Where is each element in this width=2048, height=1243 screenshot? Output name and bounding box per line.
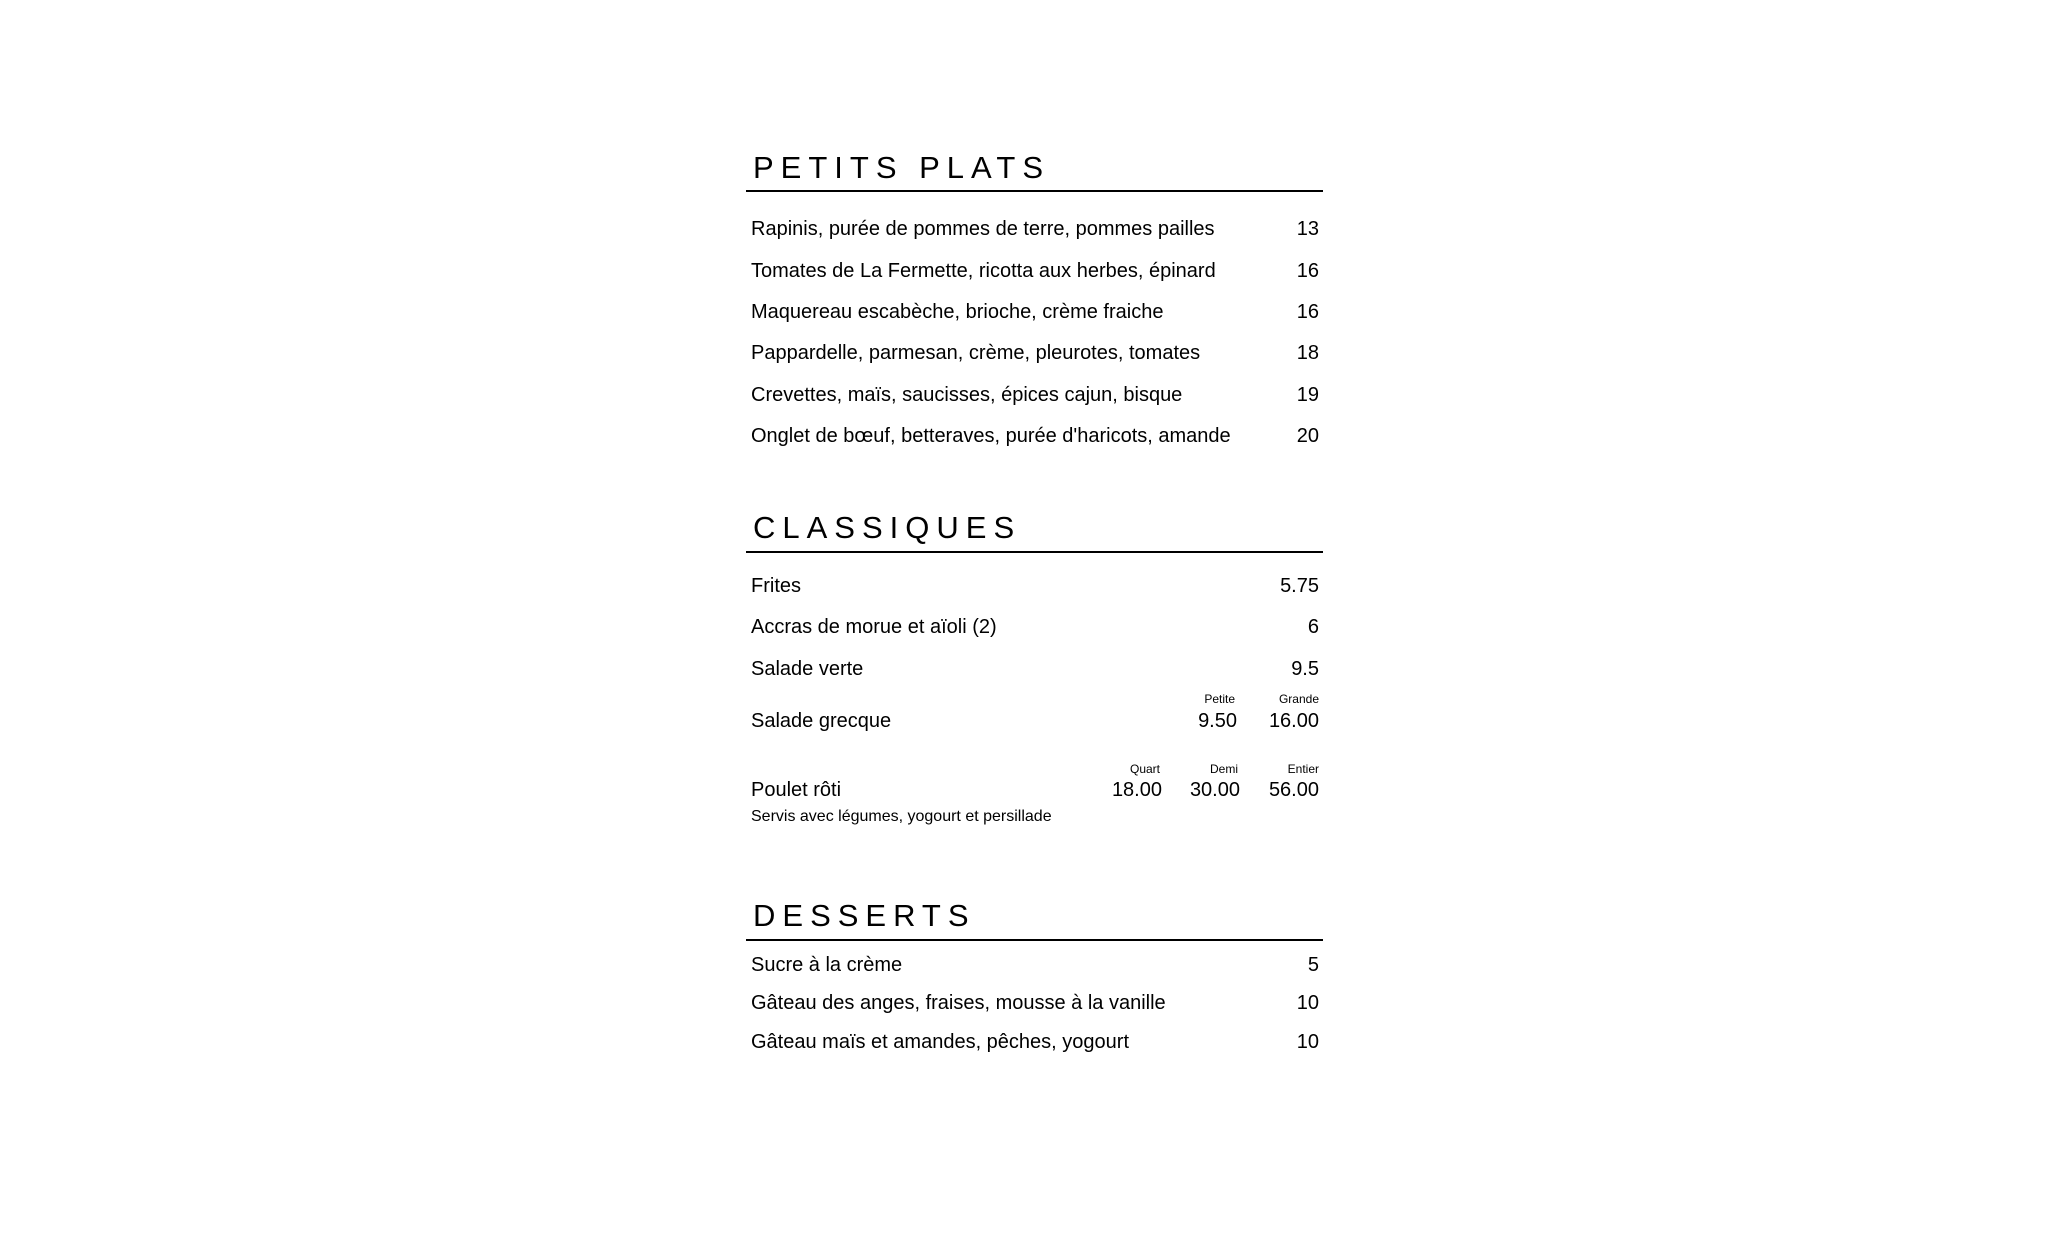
item-name: Maquereau escabèche, brioche, crème fraiche [751,301,1164,323]
section-divider [746,939,1323,941]
item-name: Salade grecque [751,710,892,732]
size-label-quart: Quart [1129,762,1160,776]
section-title-desserts: DESSERTS [753,898,976,933]
item-name: Crevettes, maïs, saucisses, épices cajun, bisque [751,384,1183,406]
size-label-grande: Grande [1278,692,1319,706]
menu-item [751,654,1319,684]
menu-item [751,338,1319,368]
item-name: Onglet de bœuf, betteraves, purée d'haricots, amande [751,425,1231,447]
item-price: 16 [1296,260,1319,282]
menu-item [751,297,1319,327]
section-divider [746,190,1323,192]
size-label-entier: Entier [1287,762,1319,776]
menu-item [751,988,1319,1018]
size-price-quart: 18.00 [1111,779,1162,801]
size-label-demi: Demi [1209,762,1238,776]
item-price: 9.5 [1291,658,1319,680]
size-price-petite: 9.50 [1198,710,1237,732]
item-price: 18 [1296,342,1319,364]
item-name: Poulet rôti [751,779,842,801]
menu-item [751,421,1319,451]
item-name: Gâteau des anges, fraises, mousse à la vanille [751,992,1166,1014]
size-label-petite: Petite [1204,692,1235,706]
menu-item [751,1027,1319,1057]
section-title-classiques: CLASSIQUES [753,510,1022,545]
size-price-grande: 16.00 [1268,710,1319,732]
item-name: Frites [751,575,801,597]
item-price: 16 [1296,301,1319,323]
menu-item [751,380,1319,410]
size-price-demi: 30.00 [1189,779,1240,801]
item-price: 19 [1296,384,1319,406]
menu-item [751,571,1319,601]
menu-item [751,256,1319,286]
item-name: Accras de morue et aïoli (2) [751,616,997,638]
section-divider [746,551,1323,553]
menu-item [751,214,1319,244]
item-name: Pappardelle, parmesan, crème, pleurotes, tomates [751,342,1201,364]
item-price: 5 [1307,954,1319,976]
item-name: Tomates de La Fermette, ricotta aux herbes, épinard [751,260,1216,282]
menu-item [751,950,1319,980]
item-name: Salade verte [751,658,864,680]
item-price: 6 [1307,616,1319,638]
item-price: 10 [1296,992,1319,1014]
item-name: Gâteau maïs et amandes, pêches, yogourt [751,1031,1129,1053]
menu-item [751,612,1319,642]
item-name: Rapinis, purée de pommes de terre, pommes pailles [751,218,1215,240]
size-price-entier: 56.00 [1268,779,1319,801]
item-price: 20 [1296,425,1319,447]
item-price: 13 [1296,218,1319,240]
item-price: 10 [1296,1031,1319,1053]
item-name: Sucre à la crème [751,954,903,976]
item-price: 5.75 [1280,575,1319,597]
section-title-petits-plats: PETITS PLATS [753,150,1051,185]
item-note: Servis avec légumes, yogourt et persillade [751,808,1052,825]
